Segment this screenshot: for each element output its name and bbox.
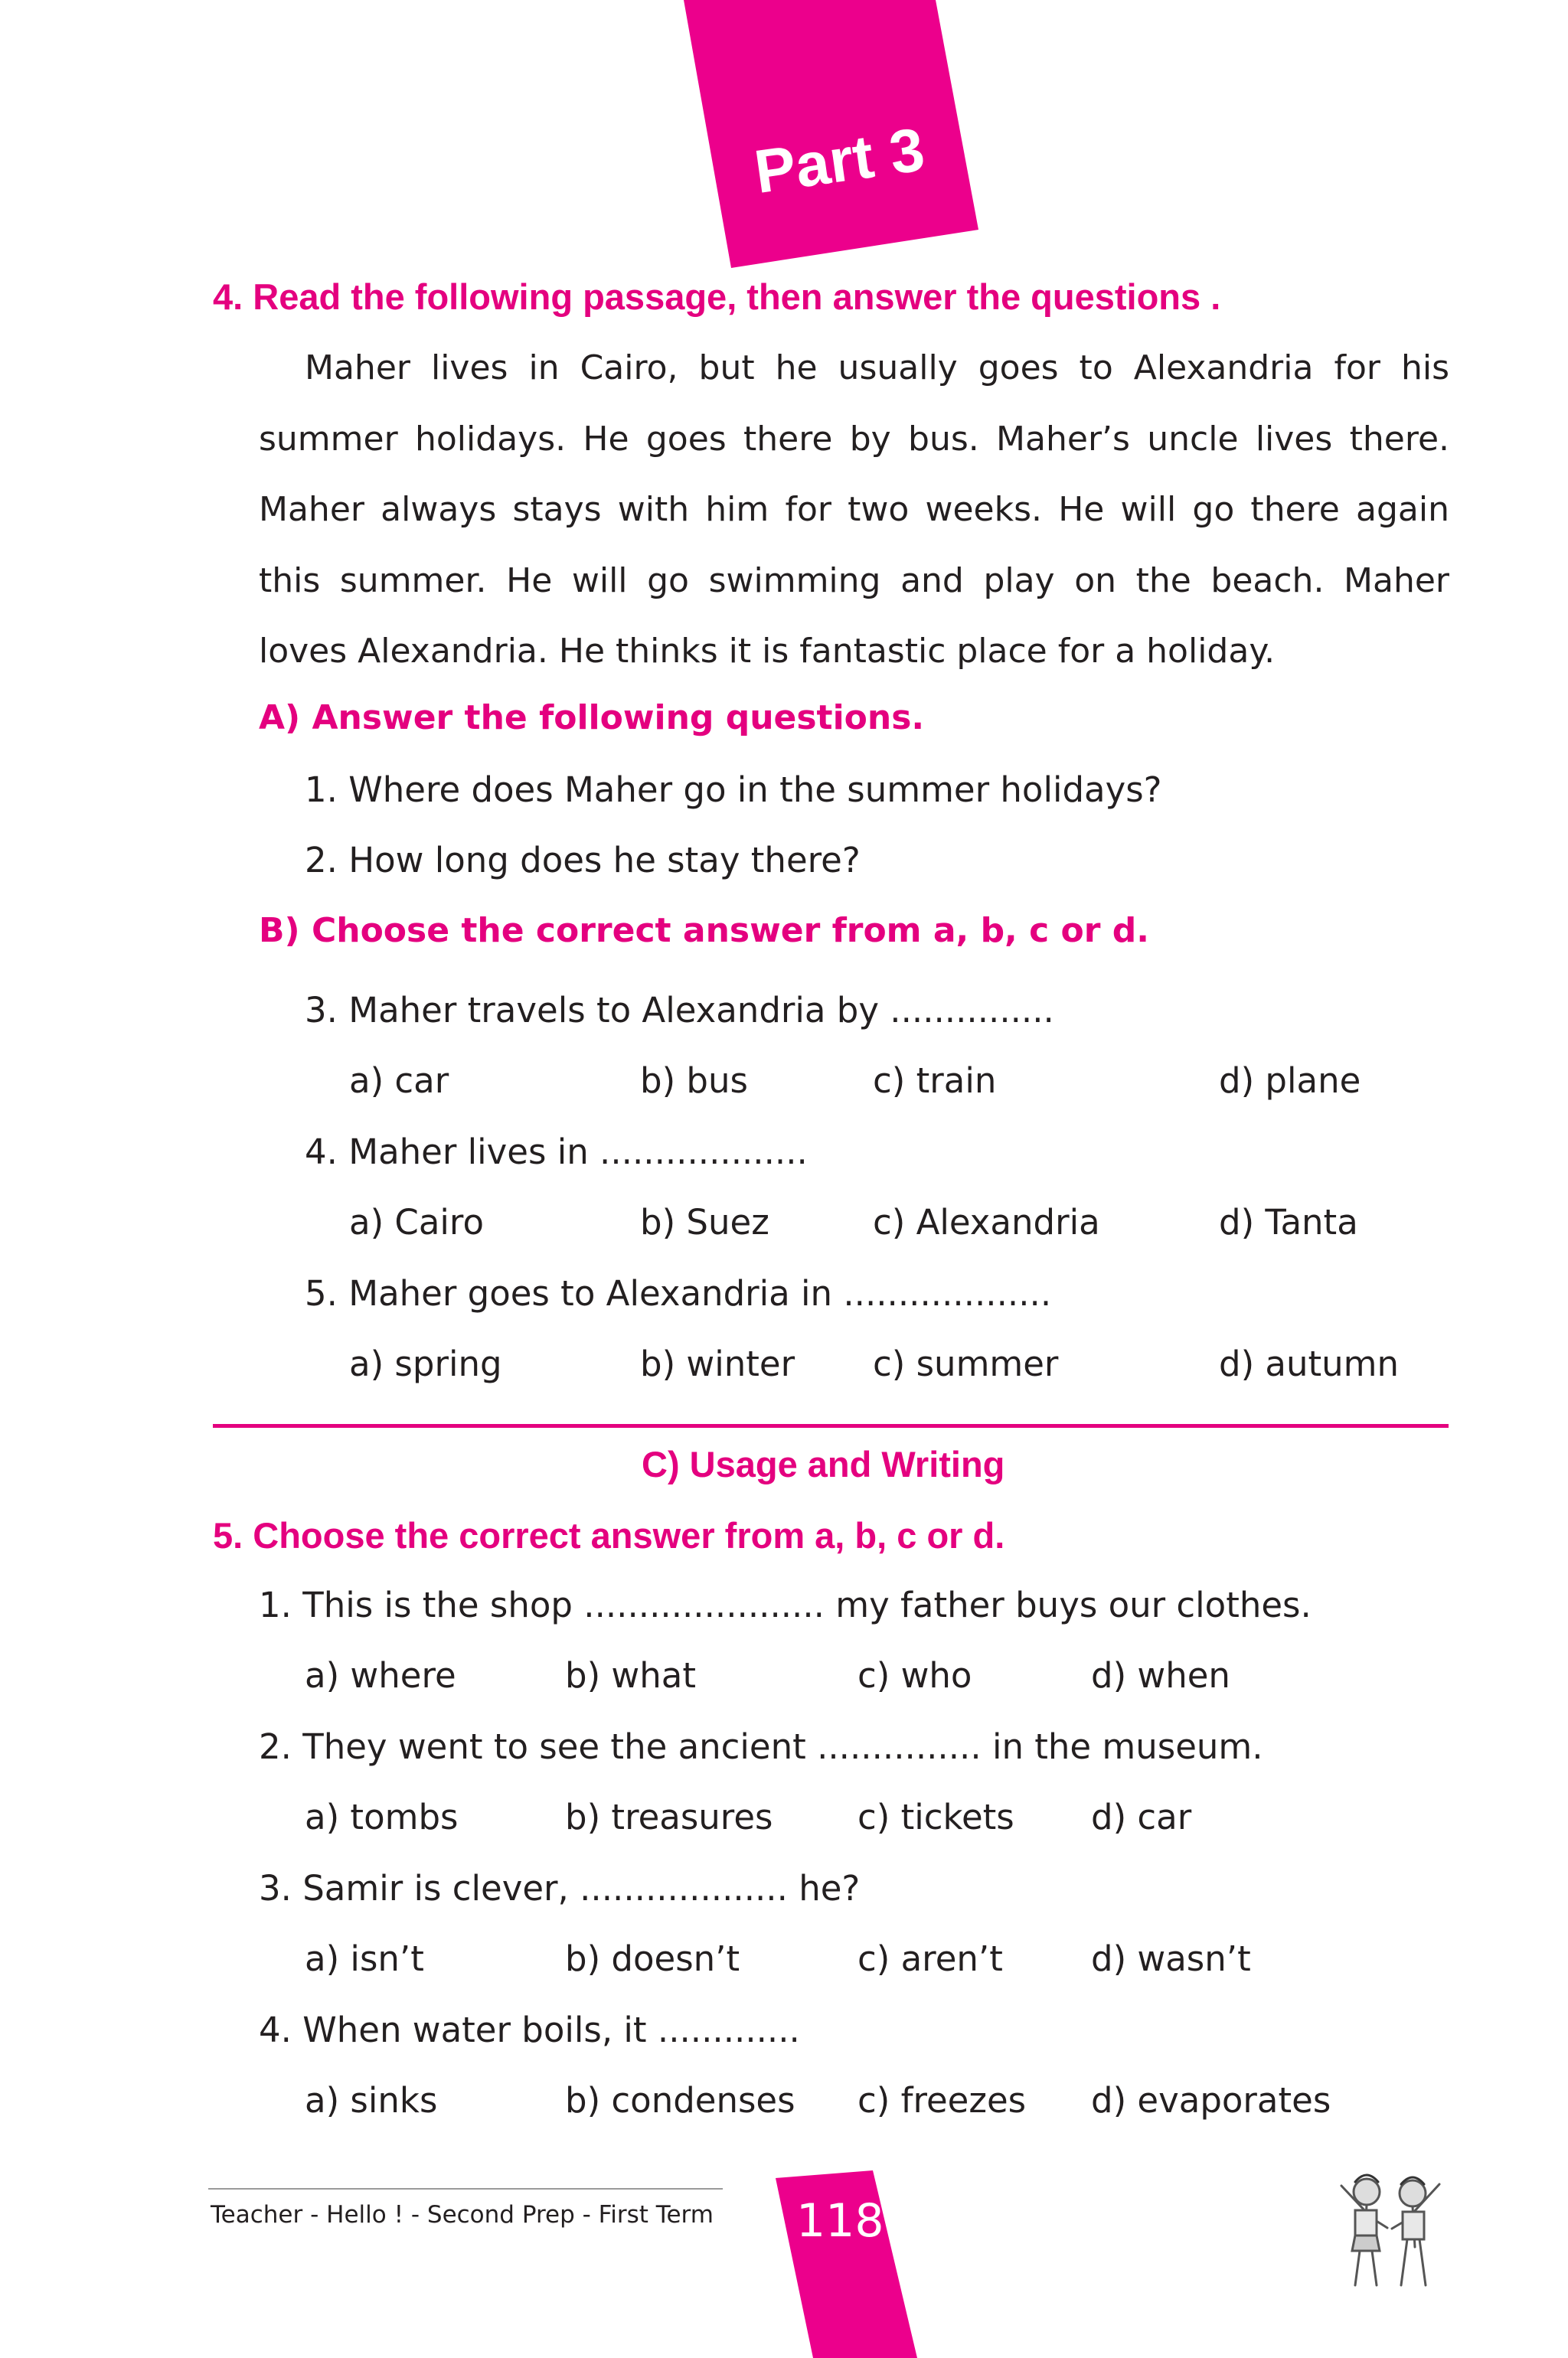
- section-b-question-5: 5. Maher goes to Alexandria in ...................: [305, 1273, 1052, 1314]
- section-b-question-3: 3. Maher travels to Alexandria by ...............: [305, 990, 1054, 1030]
- section-a-title: A) Answer the following questions.: [259, 698, 925, 737]
- option-b: b) Suez: [640, 1202, 769, 1243]
- part-title: Part 3: [750, 115, 929, 207]
- q5-question-1: 1. This is the shop ...................... my father buys our clothes.: [259, 1585, 1312, 1625]
- option-a: a) isn’t: [305, 1938, 424, 1979]
- section-divider: [213, 1424, 1449, 1428]
- option-a: a) tombs: [305, 1797, 459, 1837]
- option-d: d) evaporates: [1091, 2080, 1331, 2121]
- question-4-title: 4. Read the following passage, then answer the questions .: [213, 276, 1221, 317]
- section-b-question-4: 4. Maher lives in ...................: [305, 1132, 808, 1172]
- option-a: a) spring: [349, 1344, 502, 1384]
- reading-passage: Maher lives in Cairo, but he usually goes to Alexandria for his summer holidays. He goes there by bus. Maher’s uncle lives there. Maher always stays with him for two weeks. He will go there again this summer. He will go swimming and play on the beach. Maher loves Alexandria. He thinks it is fantastic place for a holiday.: [259, 348, 1449, 671]
- option-c: c) summer: [873, 1344, 1059, 1384]
- option-a: a) Cairo: [349, 1202, 484, 1243]
- option-c: c) tickets: [858, 1797, 1014, 1837]
- option-b: b) doesn’t: [565, 1938, 740, 1979]
- option-b: b) treasures: [565, 1797, 773, 1837]
- option-b: b) bus: [640, 1060, 748, 1101]
- q5-question-2: 2. They went to see the ancient ............... in the museum.: [259, 1726, 1263, 1767]
- section-a-question-1: 1. Where does Maher go in the summer holidays?: [305, 769, 1162, 810]
- option-d: d) Tanta: [1219, 1202, 1358, 1243]
- option-b: b) winter: [640, 1344, 795, 1384]
- option-c: c) Alexandria: [873, 1202, 1100, 1243]
- option-c: c) who: [858, 1655, 972, 1696]
- children-illustration-icon: [1325, 2163, 1455, 2297]
- q5-question-3: 3. Samir is clever, ................... he?: [259, 1868, 861, 1909]
- option-c: c) aren’t: [858, 1938, 1003, 1979]
- option-d: d) autumn: [1219, 1344, 1400, 1384]
- option-d: d) plane: [1219, 1060, 1361, 1101]
- q5-question-4: 4. When water boils, it .............: [259, 2010, 800, 2050]
- page-number: 118: [796, 2194, 884, 2248]
- section-a-question-2: 2. How long does he stay there?: [305, 840, 861, 880]
- option-a: a) car: [349, 1060, 449, 1101]
- option-c: c) train: [873, 1060, 997, 1101]
- option-a: a) sinks: [305, 2080, 438, 2121]
- section-b-title: B) Choose the correct answer from a, b, c or d.: [259, 911, 1149, 950]
- option-a: a) where: [305, 1655, 456, 1696]
- option-d: d) wasn’t: [1091, 1938, 1251, 1979]
- option-c: c) freezes: [858, 2080, 1027, 2121]
- question-5-title: 5. Choose the correct answer from a, b, c or d.: [213, 1515, 1005, 1556]
- option-b: b) what: [565, 1655, 696, 1696]
- section-c-title: C) Usage and Writing: [642, 1444, 1005, 1484]
- option-d: d) car: [1091, 1797, 1192, 1837]
- option-b: b) condenses: [565, 2080, 795, 2121]
- footer-book-title: Teacher - Hello ! - Second Prep - First Term: [211, 2201, 714, 2229]
- option-d: d) when: [1091, 1655, 1230, 1696]
